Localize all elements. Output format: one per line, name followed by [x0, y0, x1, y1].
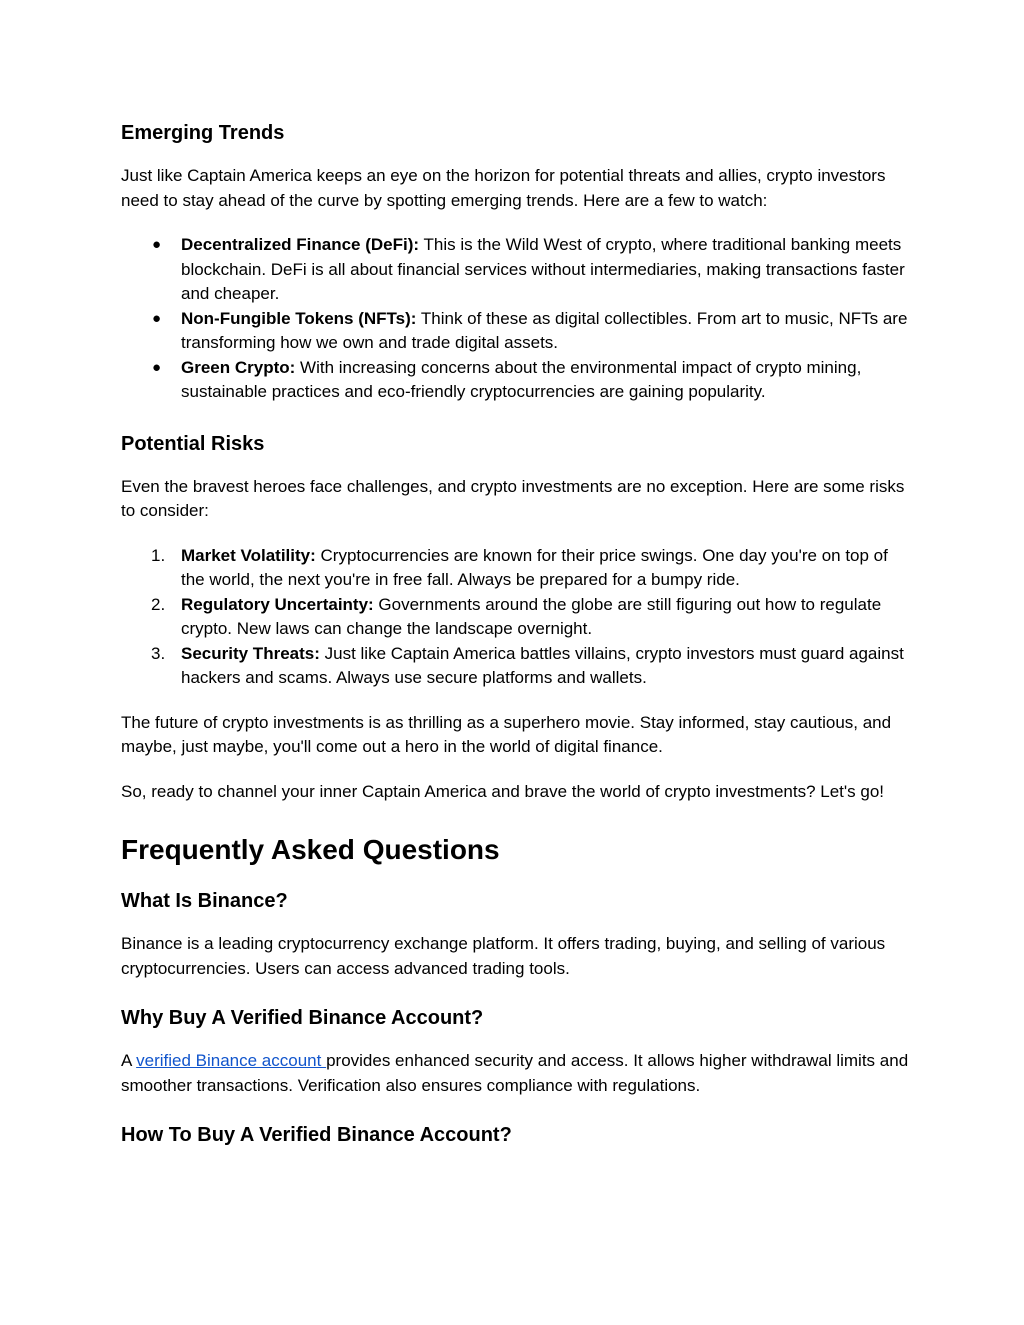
how-to-buy-heading: How To Buy A Verified Binance Account? — [121, 1124, 512, 1146]
why-buy-prefix: A — [121, 1051, 137, 1070]
potential-risks-list — [121, 544, 911, 691]
number-marker: 1. — [151, 545, 166, 565]
why-buy-paragraph — [121, 1049, 911, 1098]
number-marker: 2. — [151, 594, 166, 614]
what-is-binance-heading: What Is Binance? — [121, 890, 288, 912]
item-title: Non-Fungible Tokens (NFTs): — [181, 308, 417, 328]
item-text: Just like Captain America battles villains, crypto investors must guard against hackers and scams. Always use secure platforms and wallets. — [181, 643, 904, 687]
ready-paragraph: So, ready to channel your inner Captain America and brave the world of crypto investments? Let's go! — [121, 781, 884, 801]
item-title: Decentralized Finance (DeFi): — [181, 235, 420, 254]
item-text: Cryptocurrencies are known for their price swings. One day you're on top of the world, the next you're in free fall. Always be prepared for a bumpy ride. — [181, 545, 888, 589]
bullet-marker: ● — [152, 236, 162, 253]
list-item — [121, 307, 911, 356]
item-title: Market Volatility: — [181, 545, 316, 565]
document-content — [121, 118, 911, 1150]
faq-heading: Frequently Asked Questions — [121, 834, 500, 865]
verified-binance-account-link[interactable]: verified Binance account — [136, 1051, 327, 1070]
item-text: Think of these as digital collectibles. From art to music, NFTs are transforming how we own and trade digital assets. — [181, 308, 908, 352]
bullet-marker: ● — [152, 309, 162, 327]
emerging-trends-list — [121, 233, 911, 405]
list-item — [121, 593, 911, 642]
item-title: Security Threats: — [181, 643, 320, 663]
list-item — [121, 642, 911, 691]
item-text: Governments around the globe are still figuring out how to regulate crypto. New laws can change the landscape overnight. — [181, 594, 882, 638]
bullet-marker: ● — [152, 358, 162, 376]
item-title: Regulatory Uncertainty: — [181, 594, 374, 614]
emerging-trends-intro: Just like Captain America keeps an eye on the horizon for potential threats and allies, crypto investors need to stay ahead of the curve by spotting emerging trends. Here are a few to watch: — [121, 166, 886, 210]
list-item — [121, 544, 911, 593]
list-item — [121, 233, 911, 307]
item-text: With increasing concerns about the environmental impact of crypto mining, sustainable practices and eco-friendly cryptocurrencies are gaining popularity. — [181, 357, 862, 401]
why-buy-text: provides enhanced security and access. It allows higher withdrawal limits and smoother transactions. Verification also ensures compliance with regulations. — [121, 1051, 909, 1095]
emerging-trends-heading: Emerging Trends — [121, 122, 285, 144]
item-title: Green Crypto: — [181, 357, 296, 377]
potential-risks-intro: Even the bravest heroes face challenges, and crypto investments are no exception. Here are some risks to consider: — [121, 476, 905, 520]
item-text: This is the Wild West of crypto, where traditional banking meets blockchain. DeFi is all about financial services without intermediaries, making transactions faster and cheaper. — [181, 235, 905, 303]
potential-risks-heading: Potential Risks — [121, 432, 265, 455]
why-buy-heading: Why Buy A Verified Binance Account? — [121, 1007, 484, 1029]
future-paragraph: The future of crypto investments is as thrilling as a superhero movie. Stay informed, stay cautious, and maybe, just maybe, you'll come out a hero in the world of digital finance. — [121, 712, 892, 756]
number-marker: 3. — [151, 643, 166, 663]
what-is-binance-text: Binance is a leading cryptocurrency exchange platform. It offers trading, buying, and selling of various cryptocurrencies. Users can access advanced trading tools. — [121, 934, 886, 978]
list-item — [121, 356, 911, 405]
